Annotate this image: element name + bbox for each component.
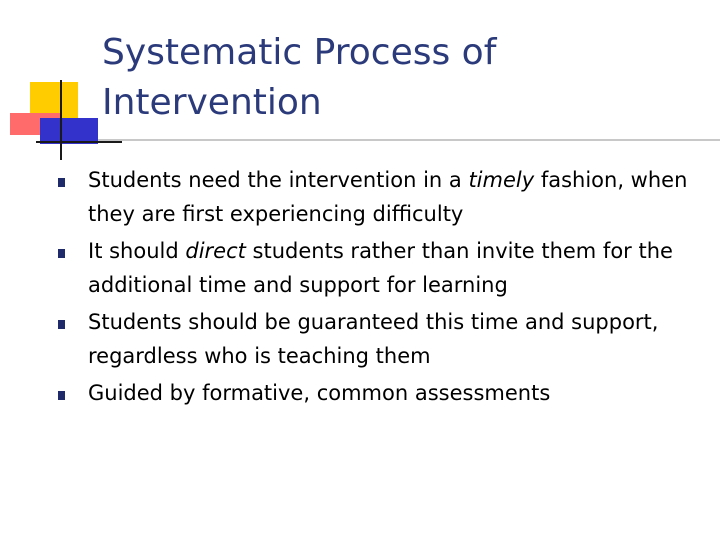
bullet-text-continued: fashion, when they are first experiencing difficulty [88, 168, 688, 226]
square-bullet-icon [58, 178, 65, 187]
bullet-emphasis: timely [468, 168, 535, 192]
bullet-item [58, 376, 708, 410]
bullet-text: Students need the intervention in a [88, 168, 469, 192]
decorative-vertical-line [60, 80, 62, 160]
bullet-text: Guided by formative, common assessments [88, 381, 551, 405]
bullet-item [58, 163, 708, 231]
square-bullet-icon [58, 249, 65, 258]
bullet-text: Students should be guaranteed this time and support, regardless who is teaching them [88, 310, 659, 368]
bullet-list [58, 163, 708, 413]
bullet-item [58, 234, 708, 302]
slide-title: Systematic Process of Intervention [102, 32, 497, 123]
bullet-text-continued: students rather than invite them for the additional time and support for learning [88, 239, 673, 297]
bullet-emphasis: direct [185, 239, 246, 263]
square-bullet-icon [58, 391, 65, 400]
decorative-horizontal-line [36, 141, 122, 143]
title-underline-rule [98, 139, 720, 141]
bullet-item [58, 305, 708, 373]
square-bullet-icon [58, 320, 65, 329]
bullet-text: It should [88, 239, 186, 263]
